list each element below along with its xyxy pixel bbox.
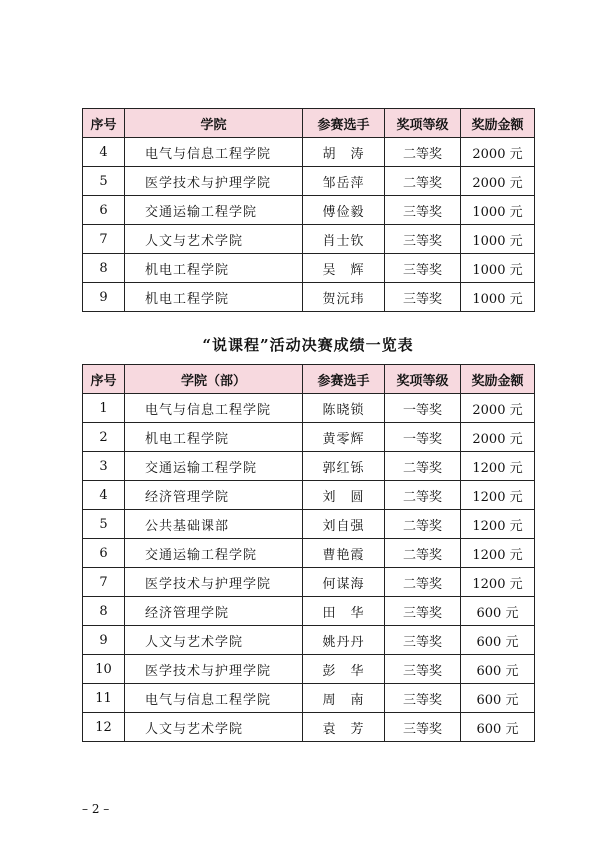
cell-award-amount: 1000 元 <box>461 225 535 254</box>
cell-index: 6 <box>83 196 125 225</box>
cell-award-amount: 2000 元 <box>461 138 535 167</box>
cell-college: 电气与信息工程学院 <box>125 138 303 167</box>
table-row <box>83 655 535 684</box>
cell-contestant: 何谋海 <box>303 568 385 597</box>
table-header-row <box>83 109 535 138</box>
cell-contestant: 周 南 <box>303 684 385 713</box>
cell-award-level: 三等奖 <box>385 626 461 655</box>
header-index: 序号 <box>83 365 125 394</box>
cell-contestant: 贺沅玮 <box>303 283 385 312</box>
cell-index: 5 <box>83 167 125 196</box>
table-row <box>83 138 535 167</box>
cell-award-amount: 2000 元 <box>461 423 535 452</box>
cell-index: 9 <box>83 626 125 655</box>
cell-college: 电气与信息工程学院 <box>125 684 303 713</box>
cell-award-level: 一等奖 <box>385 423 461 452</box>
header-contestant: 参赛选手 <box>303 365 385 394</box>
cell-award-amount: 1200 元 <box>461 568 535 597</box>
cell-index: 4 <box>83 481 125 510</box>
cell-award-level: 二等奖 <box>385 510 461 539</box>
cell-award-level: 三等奖 <box>385 283 461 312</box>
cell-college: 医学技术与护理学院 <box>125 655 303 684</box>
table-caption: “说课程”活动决赛成绩一览表 <box>202 336 414 354</box>
cell-award-level: 二等奖 <box>385 568 461 597</box>
cell-award-level: 三等奖 <box>385 684 461 713</box>
table-row <box>83 167 535 196</box>
cell-contestant: 田 华 <box>303 597 385 626</box>
cell-award-amount: 1000 元 <box>461 254 535 283</box>
cell-award-amount: 600 元 <box>461 597 535 626</box>
table-row <box>83 481 535 510</box>
header-award-level: 奖项等级 <box>385 365 461 394</box>
cell-award-level: 三等奖 <box>385 713 461 742</box>
page-number: – 2 – <box>82 802 110 816</box>
cell-index: 9 <box>83 283 125 312</box>
cell-award-level: 二等奖 <box>385 452 461 481</box>
cell-contestant: 袁 芳 <box>303 713 385 742</box>
cell-contestant: 陈晓锁 <box>303 394 385 423</box>
cell-contestant: 邹岳萍 <box>303 167 385 196</box>
header-index: 序号 <box>83 109 125 138</box>
cell-college: 医学技术与护理学院 <box>125 167 303 196</box>
cell-contestant: 姚丹丹 <box>303 626 385 655</box>
cell-contestant: 彭 华 <box>303 655 385 684</box>
award-table-2 <box>82 364 535 742</box>
cell-award-level: 二等奖 <box>385 481 461 510</box>
cell-index: 5 <box>83 510 125 539</box>
cell-award-amount: 600 元 <box>461 626 535 655</box>
cell-college: 机电工程学院 <box>125 254 303 283</box>
cell-college: 机电工程学院 <box>125 283 303 312</box>
cell-award-amount: 1200 元 <box>461 510 535 539</box>
cell-award-amount: 1200 元 <box>461 481 535 510</box>
cell-index: 3 <box>83 452 125 481</box>
table-row <box>83 539 535 568</box>
table-body <box>83 138 535 312</box>
table-row <box>83 626 535 655</box>
table-row <box>83 510 535 539</box>
cell-index: 10 <box>83 655 125 684</box>
cell-contestant: 吴 辉 <box>303 254 385 283</box>
cell-college: 人文与艺术学院 <box>125 713 303 742</box>
header-award-amount: 奖励金额 <box>461 365 535 394</box>
cell-award-level: 三等奖 <box>385 254 461 283</box>
table-row <box>83 568 535 597</box>
cell-index: 7 <box>83 225 125 254</box>
cell-award-level: 二等奖 <box>385 167 461 196</box>
cell-award-amount: 600 元 <box>461 713 535 742</box>
cell-contestant: 傅俭毅 <box>303 196 385 225</box>
cell-college: 交通运输工程学院 <box>125 196 303 225</box>
cell-college: 交通运输工程学院 <box>125 452 303 481</box>
table-row <box>83 684 535 713</box>
cell-award-amount: 2000 元 <box>461 167 535 196</box>
cell-contestant: 黄零辉 <box>303 423 385 452</box>
cell-contestant: 胡 涛 <box>303 138 385 167</box>
table-row <box>83 597 535 626</box>
cell-award-amount: 2000 元 <box>461 394 535 423</box>
cell-index: 12 <box>83 713 125 742</box>
cell-contestant: 刘自强 <box>303 510 385 539</box>
header-award-level: 奖项等级 <box>385 109 461 138</box>
cell-college: 经济管理学院 <box>125 481 303 510</box>
cell-college: 交通运输工程学院 <box>125 539 303 568</box>
cell-award-amount: 1000 元 <box>461 283 535 312</box>
cell-college: 公共基础课部 <box>125 510 303 539</box>
cell-contestant: 刘 圆 <box>303 481 385 510</box>
cell-college: 机电工程学院 <box>125 423 303 452</box>
header-contestant: 参赛选手 <box>303 109 385 138</box>
cell-award-level: 三等奖 <box>385 196 461 225</box>
table-row <box>83 283 535 312</box>
cell-index: 2 <box>83 423 125 452</box>
cell-award-amount: 1000 元 <box>461 196 535 225</box>
table-row <box>83 196 535 225</box>
cell-award-level: 三等奖 <box>385 597 461 626</box>
cell-college: 医学技术与护理学院 <box>125 568 303 597</box>
header-college: 学院（部） <box>125 365 303 394</box>
table-row <box>83 423 535 452</box>
header-award-amount: 奖励金额 <box>461 109 535 138</box>
header-college: 学院 <box>125 109 303 138</box>
cell-index: 8 <box>83 254 125 283</box>
cell-award-amount: 600 元 <box>461 655 535 684</box>
cell-award-amount: 600 元 <box>461 684 535 713</box>
cell-college: 电气与信息工程学院 <box>125 394 303 423</box>
cell-college: 人文与艺术学院 <box>125 626 303 655</box>
cell-index: 8 <box>83 597 125 626</box>
cell-index: 4 <box>83 138 125 167</box>
table-row <box>83 254 535 283</box>
award-table-1 <box>82 108 535 312</box>
cell-index: 7 <box>83 568 125 597</box>
cell-award-amount: 1200 元 <box>461 452 535 481</box>
cell-college: 人文与艺术学院 <box>125 225 303 254</box>
cell-contestant: 郭红铄 <box>303 452 385 481</box>
cell-index: 11 <box>83 684 125 713</box>
cell-index: 6 <box>83 539 125 568</box>
table-row <box>83 394 535 423</box>
cell-index: 1 <box>83 394 125 423</box>
table-header-row <box>83 365 535 394</box>
cell-award-level: 二等奖 <box>385 138 461 167</box>
table-row <box>83 713 535 742</box>
table-row <box>83 225 535 254</box>
cell-contestant: 肖士钦 <box>303 225 385 254</box>
table-body <box>83 394 535 742</box>
cell-college: 经济管理学院 <box>125 597 303 626</box>
cell-award-level: 三等奖 <box>385 225 461 254</box>
cell-award-level: 二等奖 <box>385 539 461 568</box>
cell-award-level: 一等奖 <box>385 394 461 423</box>
cell-award-amount: 1200 元 <box>461 539 535 568</box>
cell-contestant: 曹艳霞 <box>303 539 385 568</box>
table-row <box>83 452 535 481</box>
cell-award-level: 三等奖 <box>385 655 461 684</box>
